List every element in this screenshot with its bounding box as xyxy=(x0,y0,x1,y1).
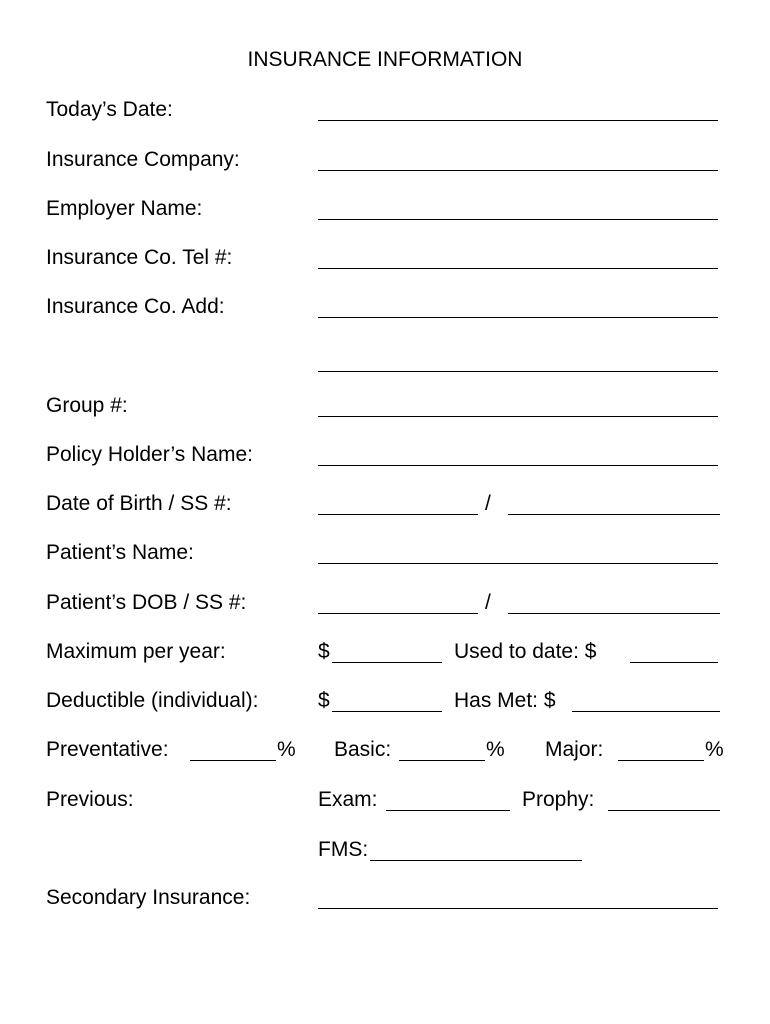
group-row xyxy=(0,394,770,424)
deductible-label: Deductible (individual): xyxy=(46,689,259,712)
deductible-input-line[interactable] xyxy=(332,711,442,712)
secondary-insurance-row xyxy=(0,886,770,916)
basic-input-line[interactable] xyxy=(399,760,485,761)
dob-ss-separator: / xyxy=(485,492,491,515)
maximum-dollar-sign: $ xyxy=(318,640,330,663)
employer-name-row xyxy=(0,197,770,227)
todays-date-input-line[interactable] xyxy=(318,120,718,121)
deductible-dollar-sign: $ xyxy=(318,689,330,712)
insurance-tel-row xyxy=(0,246,770,276)
patient-dob-ss-separator: / xyxy=(485,591,491,614)
basic-label: Basic: xyxy=(334,738,392,761)
insurance-tel-label: Insurance Co. Tel #: xyxy=(46,246,233,269)
insurance-address-input-line-2[interactable] xyxy=(318,371,718,372)
insurance-address-row xyxy=(0,295,770,325)
policy-holder-row xyxy=(0,443,770,473)
insurance-company-input-line[interactable] xyxy=(318,170,718,171)
preventative-label: Preventative: xyxy=(46,738,169,761)
exam-input-line[interactable] xyxy=(386,810,510,811)
todays-date-row xyxy=(0,98,770,128)
secondary-insurance-input-line[interactable] xyxy=(318,908,718,909)
insurance-tel-input-line[interactable] xyxy=(318,268,718,269)
deductible-row xyxy=(0,689,770,719)
patient-dob-input-line[interactable] xyxy=(318,613,478,614)
used-to-date-input-line[interactable] xyxy=(630,662,718,663)
patient-name-label: Patient’s Name: xyxy=(46,541,194,564)
has-met-label: Has Met: $ xyxy=(454,689,556,712)
patient-name-input-line[interactable] xyxy=(318,563,718,564)
maximum-row xyxy=(0,640,770,670)
major-input-line[interactable] xyxy=(618,760,704,761)
maximum-per-year-label: Maximum per year: xyxy=(46,640,226,663)
previous-row xyxy=(0,788,770,818)
preventative-percent: % xyxy=(277,738,296,761)
has-met-input-line[interactable] xyxy=(572,711,720,712)
preventative-input-line[interactable] xyxy=(190,760,276,761)
insurance-company-label: Insurance Company: xyxy=(46,148,240,171)
dob-input-line[interactable] xyxy=(318,514,478,515)
coverage-row xyxy=(0,738,770,768)
prophy-label: Prophy: xyxy=(522,788,595,811)
employer-name-label: Employer Name: xyxy=(46,197,203,220)
fms-label: FMS: xyxy=(318,838,369,861)
insurance-address-row-2 xyxy=(0,349,770,379)
ss-input-line[interactable] xyxy=(508,514,720,515)
insurance-address-label: Insurance Co. Add: xyxy=(46,295,225,318)
exam-label: Exam: xyxy=(318,788,378,811)
previous-label: Previous: xyxy=(46,788,134,811)
group-label: Group #: xyxy=(46,394,128,417)
employer-name-input-line[interactable] xyxy=(318,219,718,220)
major-label: Major: xyxy=(545,738,604,761)
basic-percent: % xyxy=(486,738,505,761)
fms-input-line[interactable] xyxy=(370,860,582,861)
policy-holder-label: Policy Holder’s Name: xyxy=(46,443,253,466)
major-percent: % xyxy=(705,738,724,761)
dob-ss-row xyxy=(0,492,770,522)
patient-name-row xyxy=(0,541,770,571)
secondary-insurance-label: Secondary Insurance: xyxy=(46,886,251,909)
prophy-input-line[interactable] xyxy=(608,810,720,811)
patient-ss-input-line[interactable] xyxy=(508,613,720,614)
patient-dob-ss-row xyxy=(0,591,770,621)
policy-holder-input-line[interactable] xyxy=(318,465,718,466)
insurance-company-row xyxy=(0,148,770,178)
form-title: INSURANCE INFORMATION xyxy=(247,48,523,71)
patient-dob-ss-label: Patient’s DOB / SS #: xyxy=(46,591,247,614)
dob-ss-label: Date of Birth / SS #: xyxy=(46,492,232,515)
todays-date-label: Today’s Date: xyxy=(46,98,173,121)
fms-row xyxy=(0,838,770,868)
group-input-line[interactable] xyxy=(318,416,718,417)
used-to-date-label: Used to date: $ xyxy=(454,640,597,663)
insurance-address-input-line-1[interactable] xyxy=(318,317,718,318)
maximum-input-line[interactable] xyxy=(332,662,442,663)
